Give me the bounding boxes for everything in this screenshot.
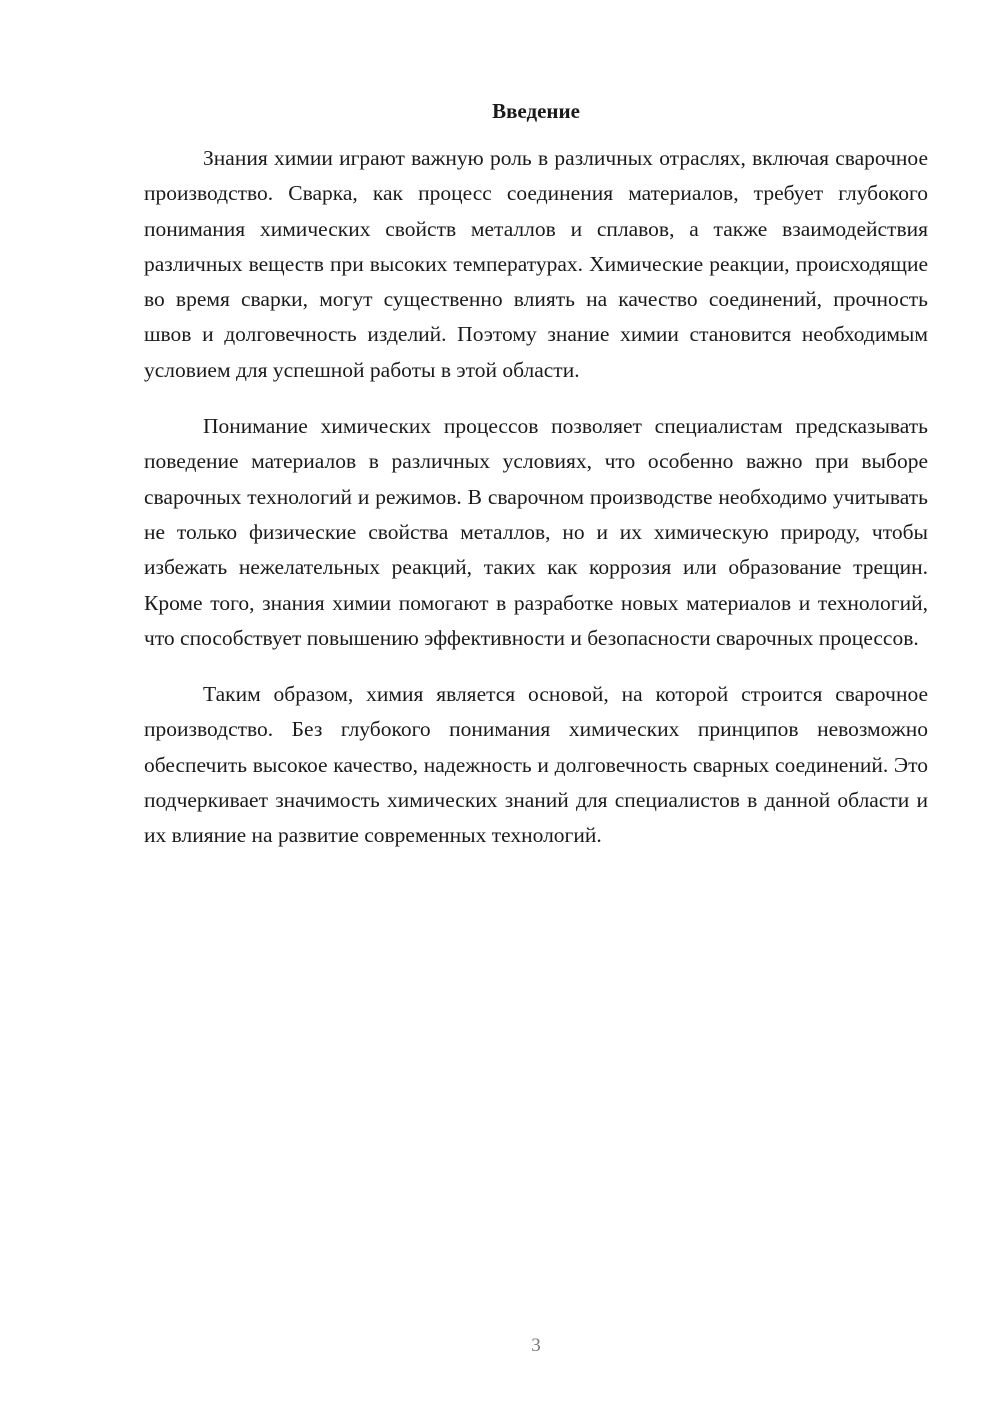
document-body xyxy=(144,141,928,875)
paragraph-1: Знания химии играют важную роль в различных отраслях, включая сварочное производство. Сварка, как процесс соединения материалов, требует глубокого понимания химических свойств металлов и сплавов, а также взаимодействия различных веществ при высоких температурах. Химические реакции, происходящие во время сварки, могут существенно влиять на качество соединений, прочность швов и долговечность изделий. Поэтому знание химии становится необходимым условием для успешной работы в этой области. xyxy=(144,146,928,382)
paragraph-2: Понимание химических процессов позволяет специалистам предсказывать поведение материалов в различных условиях, что особенно важно при выборе сварочных технологий и режимов. В сварочном производстве необходимо учитывать не только физические свойства металлов, но и их химическую природу, чтобы избежать нежелательных реакций, таких как коррозия или образование трещин. Кроме того, знания химии помогают в разработке новых материалов и технологий, что способствует повышению эффективности и безопасности сварочных процессов. xyxy=(144,414,928,650)
paragraph-3: Таким образом, химия является основой, на которой строится сварочное производство. Без глубокого понимания химических принципов невозможно обеспечить высокое качество, надежность и долговечность сварных соединений. Это подчеркивает значимость химических знаний для специалистов в данной области и их влияние на развитие современных технологий. xyxy=(144,682,928,848)
page-number: 3 xyxy=(531,1335,541,1356)
section-title: Введение xyxy=(492,99,580,123)
